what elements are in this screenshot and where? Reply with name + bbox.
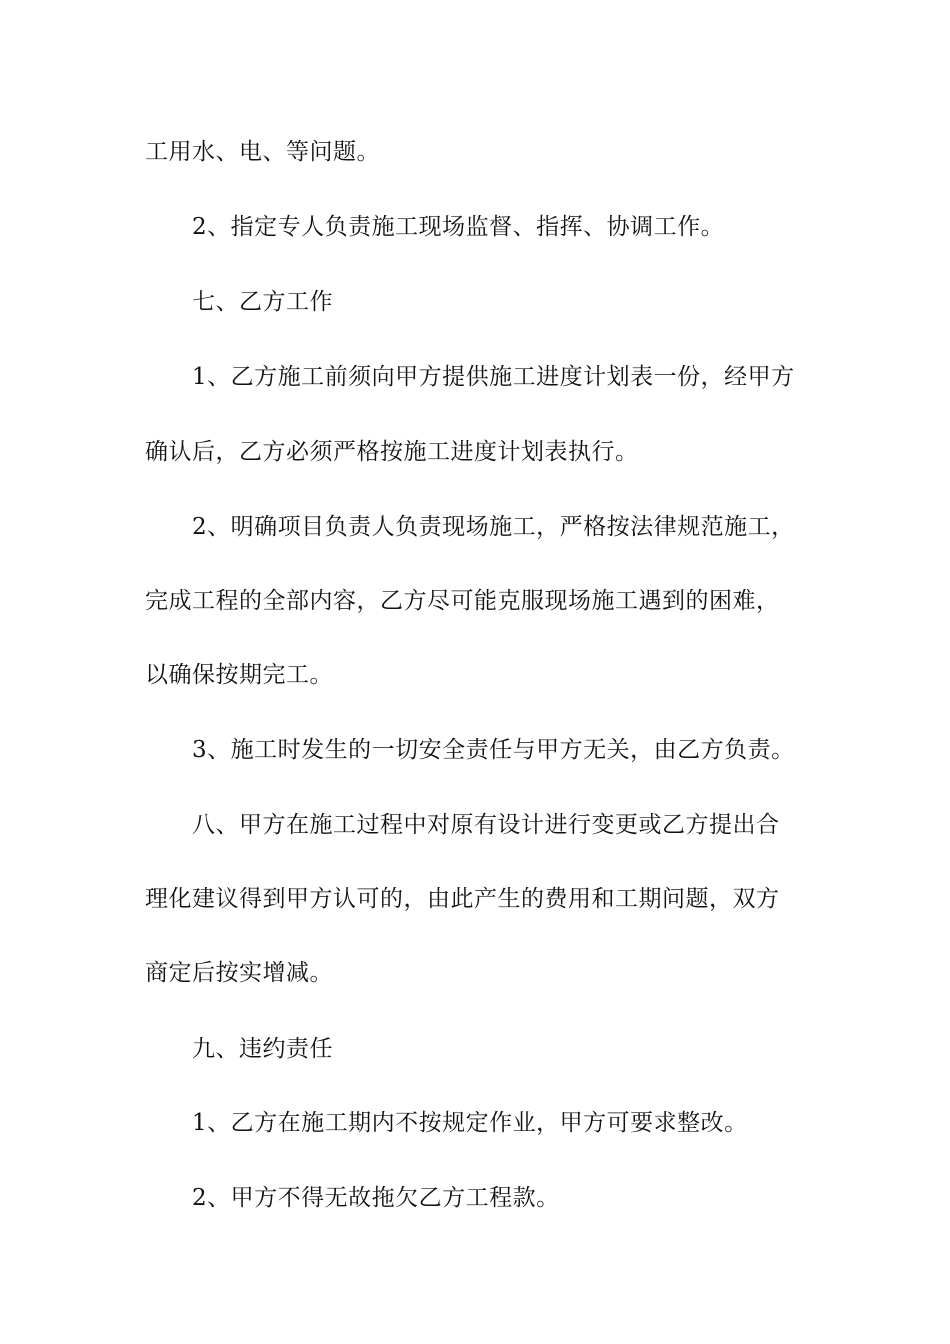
text-line: 理化建议得到甲方认可的，由此产生的费用和工期问题，双方 (145, 886, 780, 912)
text-line: 1、乙方在施工期内不按规定作业，甲方可要求整改。 (192, 1110, 748, 1136)
section-heading: 八、甲方在施工过程中对原有设计进行变更或乙方提出合 (192, 812, 780, 838)
text-line: 商定后按实增减。 (145, 960, 333, 986)
text-line: 工用水、电、等问题。 (145, 139, 380, 165)
text-line: 1、乙方施工前须向甲方提供施工进度计划表一份，经甲方 (192, 364, 795, 390)
section-heading: 七、乙方工作 (192, 289, 333, 315)
text-line: 完成工程的全部内容，乙方尽可能克服现场施工遇到的困难， (145, 588, 780, 614)
text-line: 确认后，乙方必须严格按施工进度计划表执行。 (145, 439, 639, 465)
section-heading: 九、违约责任 (192, 1036, 333, 1062)
text-line: 2、甲方不得无故拖欠乙方工程款。 (192, 1185, 560, 1211)
text-line: 以确保按期完工。 (145, 662, 333, 688)
text-line: 2、明确项目负责人负责现场施工，严格按法律规范施工， (192, 514, 795, 540)
text-line: 2、指定专人负责施工现场监督、指挥、协调工作。 (192, 214, 725, 240)
text-line: 3、施工时发生的一切安全责任与甲方无关，由乙方负责。 (192, 737, 795, 763)
